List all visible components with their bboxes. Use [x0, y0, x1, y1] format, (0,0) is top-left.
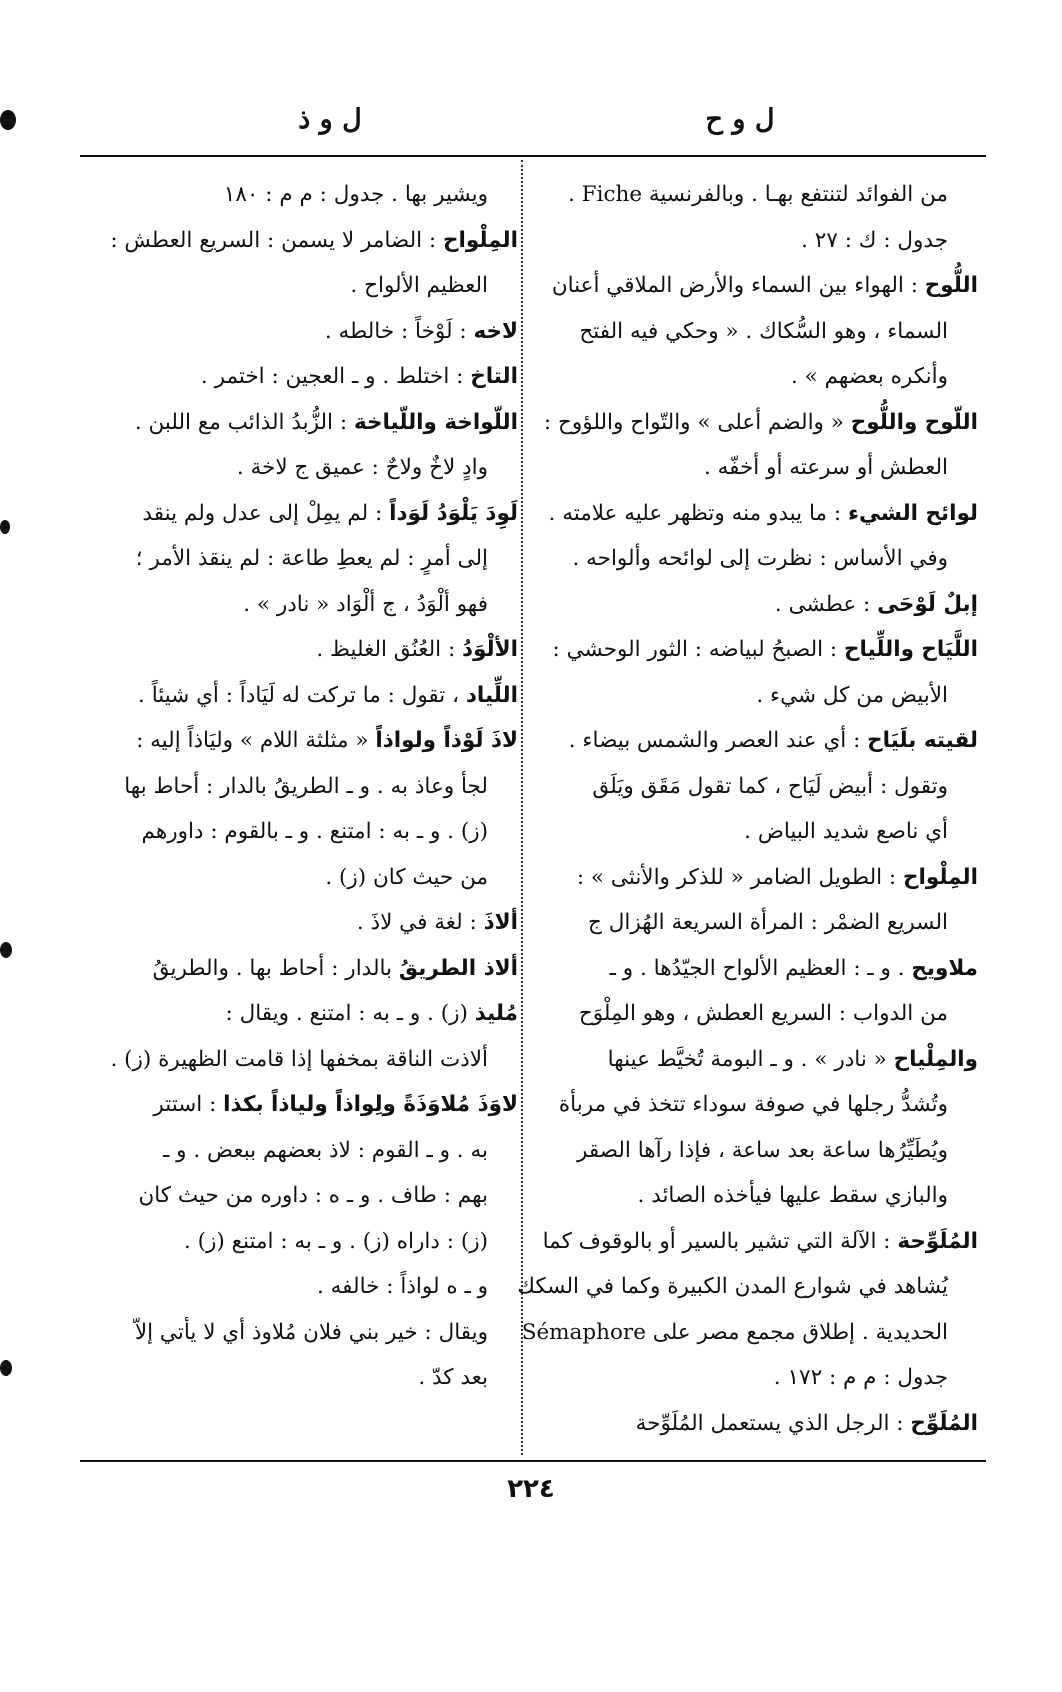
definition-text: أي ناصع شديد البياض . — [744, 819, 948, 844]
margin-mark — [0, 520, 10, 534]
definition-text: بهم : طاف . و ـ ه : داوره من حيث كان — [138, 1183, 488, 1208]
text-line — [80, 1219, 518, 1265]
bottom-rule — [80, 1460, 986, 1462]
headword: المُلَوِّح — [910, 1410, 978, 1436]
text-line — [538, 582, 978, 628]
headword: ملاويح — [911, 955, 978, 981]
definition-text: : لم يمِلْ إلى عدل ولم ينقد — [142, 500, 390, 526]
text-line — [538, 855, 978, 901]
text-line — [80, 309, 518, 355]
definition-text: والبازي سقط عليها فيأخذه الصائد . — [637, 1183, 948, 1208]
left-column — [80, 172, 518, 1401]
definition-text: لجأ وعاذ به . و ـ الطريقُ بالدار : أحاط بها — [124, 773, 488, 799]
text-line — [80, 718, 518, 764]
text-line — [80, 946, 518, 992]
text-line — [538, 354, 978, 400]
text-line — [538, 218, 978, 264]
text-line — [80, 172, 518, 218]
definition-text: السماء ، وهو السُّكاك . « وحكي فيه الفتح — [579, 318, 948, 344]
text-line — [80, 1128, 518, 1174]
page-number: ٢٢٤ — [507, 1474, 555, 1504]
text-line — [80, 673, 518, 719]
text-line — [538, 400, 978, 446]
text-line — [538, 491, 978, 537]
definition-text: (ز) : داراه (ز) . و ـ به : امتنع (ز) . — [183, 1228, 488, 1254]
text-line — [538, 1173, 978, 1219]
text-line — [80, 1037, 518, 1083]
definition-text: : الصبحُ لبياضه : الثور الوحشي : — [552, 637, 845, 662]
headword: لاذَ لَوْذاً ولواذاً — [375, 728, 518, 753]
text-line — [80, 445, 518, 491]
text-line — [538, 445, 978, 491]
headword: إبلٌ لَوْحَى — [877, 591, 978, 617]
definition-text: به . و ـ القوم : لاذ بعضهم ببعض . و ـ — [162, 1137, 488, 1163]
text-line — [538, 900, 978, 946]
text-line — [80, 1082, 518, 1128]
headword: لقيته بلَيَاح — [867, 728, 978, 753]
definition-text: بالدار : أحاط بها . والطريقُ — [152, 955, 399, 981]
definition-text: إلى أمرٍ : لم يعطِ طاعة : لم ينقذ الأمر ؛ — [135, 546, 488, 571]
definition-text: ألاذت الناقة بمخفها إذا قامت الظهيرة (ز) . — [110, 1046, 488, 1072]
text-line — [538, 536, 978, 582]
definition-text: وفي الأساس : نظرت إلى لوائحه وألواحه . — [572, 546, 948, 571]
text-line — [80, 764, 518, 810]
headword: الألْوَدُ — [462, 637, 518, 662]
definition-text: ، تقول : ما تركت له لَيَاداً : أي شيئاً . — [138, 682, 466, 708]
definition-text: : الهواء بين السماء والأرض الملاقي أعنان — [551, 273, 925, 298]
text-line — [80, 809, 518, 855]
column-divider — [521, 160, 523, 1455]
headword: المُلَوِّحة — [897, 1228, 978, 1254]
text-line — [80, 1355, 518, 1401]
headword: لوائح الشيء — [847, 500, 978, 526]
text-line — [538, 1219, 978, 1265]
headword: ألاذ الطريقُ — [398, 955, 518, 981]
definition-text: : الزُّبدُ الذائب مع اللبن . — [134, 409, 354, 435]
definition-text: (ز) . و ـ به : امتنع . ويقال : — [225, 1001, 475, 1026]
definition-text: (ز) . و ـ به : امتنع . و ـ بالقوم : داورهم — [141, 819, 488, 844]
text-line — [538, 172, 978, 218]
headword: مُليذ — [474, 1001, 518, 1026]
definition-text: من الفوائد لتنتفع بهـا . وبالفرنسية Fiche . — [567, 182, 948, 207]
definition-text: : اختلط . و ـ العجين : اختمر . — [200, 364, 471, 389]
definition-text: : العُنُق الغليظ . — [316, 637, 463, 662]
headword: اللُّوح — [924, 273, 978, 298]
text-line — [80, 582, 518, 628]
definition-text: « مثلثة اللام » وليَاذاً إليه : — [136, 728, 376, 753]
headword: المِلْواح — [903, 864, 978, 890]
text-line — [80, 491, 518, 537]
text-line — [538, 263, 978, 309]
headword: التاخ — [470, 364, 518, 389]
definition-text: بعد كدّ . — [418, 1365, 488, 1390]
headword: والمِلْياح — [893, 1046, 978, 1072]
top-rule — [80, 155, 986, 157]
margin-mark — [0, 1360, 12, 1376]
text-line — [80, 1173, 518, 1219]
text-line — [80, 900, 518, 946]
definition-text: : الضامر لا يسمن : السريع العطش : — [110, 227, 444, 253]
definition-text: : عطشى . — [774, 591, 878, 617]
definition-text: وتُشدُّ رجلها في صوفة سوداء تتخذ في مربأة — [558, 1092, 948, 1117]
definition-text: : الرجل الذي يستعمل المُلَوِّحة — [635, 1410, 911, 1436]
text-line — [538, 809, 978, 855]
text-line — [538, 1401, 978, 1447]
definition-text: « نادر » . و ـ البومة تُخيَّط عينها — [607, 1046, 894, 1072]
definition-text: الحديدية . إطلاق مجمع مصر على Sémaphore — [521, 1319, 948, 1345]
definition-text: ويقال : خير بني فلان مُلاوذ أي لا يأتي إلاّ — [134, 1319, 488, 1345]
definition-text: : لغة في لاذَ . — [356, 910, 484, 935]
headword: اللّواخة واللّياخة — [353, 409, 518, 435]
text-line — [538, 1082, 978, 1128]
definition-text: من الدواب : السريع العطش ، وهو المِلْوَح — [578, 1001, 948, 1026]
definition-text: ويشير بها . جدول : م م : ١٨٠ — [223, 182, 488, 207]
text-line — [80, 1264, 518, 1310]
definition-text: : الطويل الضامر « للذكر والأنثى » : — [576, 864, 904, 890]
right-column — [517, 172, 978, 1446]
text-line — [538, 1128, 978, 1174]
left-running-header: ل و ذ — [298, 104, 362, 135]
definition-text: جدول : م م : ١٧٢ . — [773, 1365, 948, 1390]
text-line — [517, 1264, 978, 1310]
definition-text: العظيم الألواح . — [350, 273, 488, 298]
definition-text: : الآلة التي تشير بالسير أو بالوقوف كما — [542, 1228, 898, 1254]
definition-text: وأنكره بعضهم » . — [790, 364, 948, 389]
definition-text: « والضم أعلى » والتّواح واللؤوح : — [543, 409, 851, 435]
text-line — [521, 1310, 978, 1356]
text-line — [538, 718, 978, 764]
text-line — [80, 218, 518, 264]
definition-text: من حيث كان (ز) . — [325, 864, 488, 890]
definition-text: العطش أو سرعته أو أخفّه . — [703, 455, 948, 480]
headword: لاخه — [473, 318, 518, 344]
margin-mark — [0, 110, 16, 130]
definition-text: ويُطَيِّرُها ساعة بعد ساعة ، فإذا رآها الصقر — [576, 1137, 948, 1163]
text-line — [80, 536, 518, 582]
text-line — [538, 627, 978, 673]
definition-text: جدول : ك : ٢٧ . — [801, 227, 948, 253]
headword: ألاذَ — [483, 910, 518, 935]
right-running-header: ل و ح — [705, 104, 775, 135]
definition-text: يُشاهد في شوارع المدن الكبيرة وكما في السكك — [517, 1274, 948, 1299]
definition-text: وادٍ لاخٌ ولاحٌ : عميق ج لاخة . — [236, 455, 488, 480]
margin-mark — [0, 942, 12, 958]
definition-text: الأبيض من كل شيء . — [756, 682, 948, 708]
headword: لاوَذَ مُلاوَذَةً ولِواذاً ولياذاً بكذا — [223, 1092, 518, 1117]
text-line — [538, 946, 978, 992]
text-line — [80, 627, 518, 673]
headword: لَوِدَ يَلْوَدُ لَوَداً — [389, 500, 518, 526]
text-line — [538, 673, 978, 719]
definition-text: : أي عند العصر والشمس بيضاء . — [568, 728, 868, 753]
text-line — [80, 991, 518, 1037]
text-line — [538, 1355, 978, 1401]
definition-text: : ما يبدو منه وتظهر عليه علامته . — [548, 500, 848, 526]
definition-text: السريع الضمْر : المرأة السريعة الهُزال ج — [588, 910, 948, 935]
text-line — [80, 263, 518, 309]
text-line — [538, 991, 978, 1037]
text-line — [80, 855, 518, 901]
text-line — [80, 1310, 518, 1356]
definition-text: و ـ ه لواذاً : خالفه . — [316, 1274, 488, 1299]
text-line — [80, 400, 518, 446]
text-line — [80, 354, 518, 400]
definition-text: فهو ألْوَدُ ، ج ألْوَاد « نادر » . — [243, 591, 488, 617]
definition-text: وتقول : أبيض لَيَاح ، كما تقول مَقَق ويَلَق — [592, 773, 948, 799]
text-line — [538, 764, 978, 810]
text-line — [538, 1037, 978, 1083]
definition-text: . و ـ : العظيم الألواح الجيّدُها . و ـ — [609, 955, 912, 981]
headword: اللّوح واللُّوح — [850, 409, 978, 435]
definition-text: : استتر — [153, 1092, 224, 1117]
headword: المِلْواح — [443, 227, 518, 253]
text-line — [538, 309, 978, 355]
definition-text: : لَوْخاً : خالطه . — [324, 318, 474, 344]
headword: اللِّياد — [465, 682, 518, 708]
headword: اللَّيَاح واللِّياح — [844, 637, 978, 662]
